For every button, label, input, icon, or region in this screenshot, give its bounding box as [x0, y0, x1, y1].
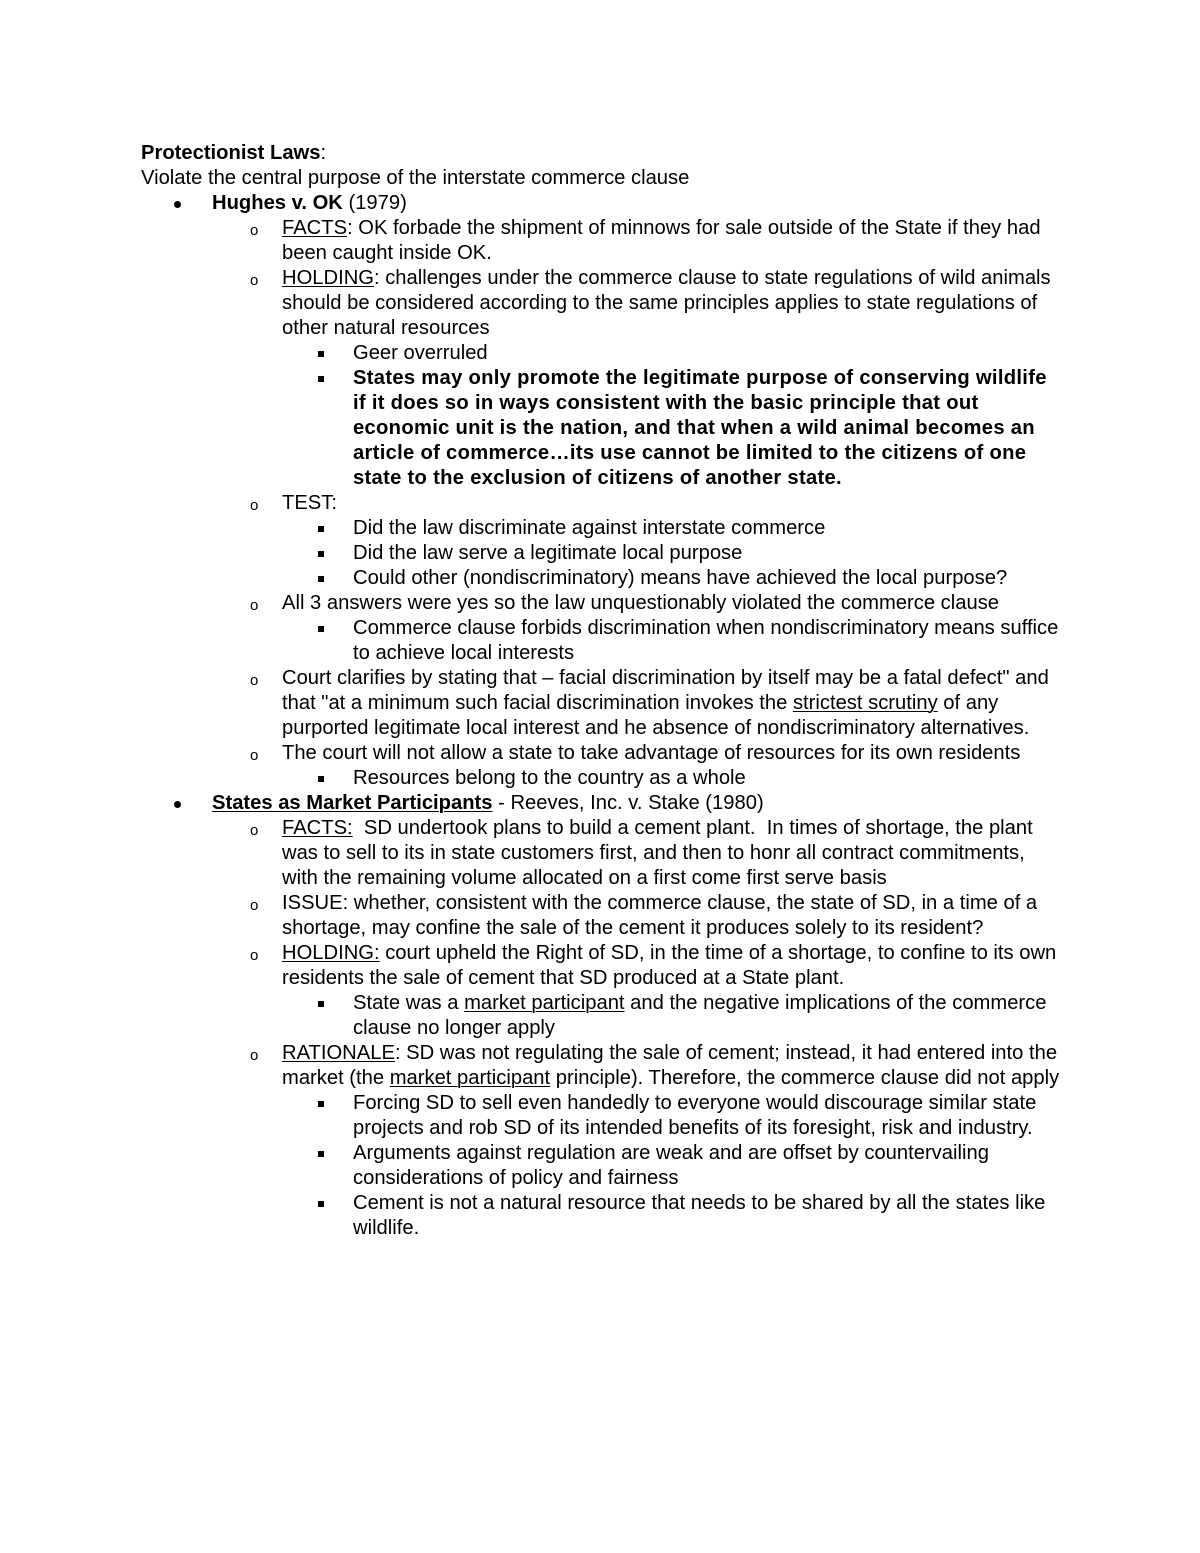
- clarify-text-pre: Court clarifies by stating that – facial discrimination by itself may be a fatal defect" and that "at a minimum such facial discrimination invokes the: [282, 667, 1049, 714]
- all3-sub-item: [141, 616, 1060, 666]
- resources-sub-text: Resources belong to the country as a whole: [353, 767, 746, 789]
- reeves-rationale: o RATIONALE: SD was not regulating the sale of cement; instead, it had entered into the market (the market participant principle). Therefore, the commerce clause did not apply: [250, 1042, 1060, 1089]
- test-item-text: Did the law serve a legitimate local purpose: [353, 542, 743, 564]
- rationale-post: principle). Therefore, the commerce clause did not apply: [550, 1067, 1060, 1089]
- reeves-holding-sub-underlined: market participant: [464, 992, 625, 1014]
- reeves-holding-sub-post: and the negative implications of the commerce clause no longer apply: [353, 992, 1047, 1039]
- rationale-sub-text: Forcing SD to sell even handedly to everyone would discourage similar state projects and rob SD of its intended benefits of its foresight, risk and industry.: [353, 1092, 1037, 1139]
- reeves-holding: o HOLDING: court upheld the Right of SD, in the time of a shortage, to confine to its own residents the sale of cement that SD produced at a State plant.: [250, 942, 1057, 989]
- hughes-case-item: [141, 191, 1060, 216]
- reeves-facts: o FACTS: SD undertook plans to build a cement plant. In times of shortage, the plant was to sell to its in state customers first, and then to honr all contract commitments, with the remaining volume allocated on a first come first serve basis: [250, 817, 1039, 889]
- reeves-issue-text: ISSUE: whether, consistent with the commerce clause, the state of SD, in a time of a shortage, may confine the sale of the cement it produces solely to its resident?: [282, 892, 1038, 939]
- reeves-holding-sub-pre: State was a: [353, 992, 465, 1014]
- resources-sub-item: [141, 766, 1060, 791]
- clarify-underlined: strictest scrutiny: [792, 692, 938, 714]
- hughes-clarify: o Court clarifies by stating that – facial discrimination by itself may be a fatal defect" and that "at a minimum such facial discrimination invokes the strictest scrutiny of any purported legitimate local interest and he absence of nondiscriminatory alternatives.: [250, 667, 1049, 739]
- all3-sub-text: Commerce clause forbids discrimination when nondiscriminatory means suffice to achieve local interests: [353, 617, 1059, 664]
- holding-text: : challenges under the commerce clause to state regulations of wild animals should be considered according to the same principles applies to state regulations of other natural resources: [282, 267, 1051, 339]
- hughes-case-name: Hughes v. OK: [212, 192, 343, 214]
- holding-label: HOLDING: [282, 267, 374, 289]
- test-item: [141, 541, 1060, 566]
- holding-sub-item: [141, 366, 1060, 491]
- reeves-case: - Reeves, Inc. v. Stake (1980): [492, 792, 764, 814]
- test-item: [141, 566, 1060, 591]
- hughes-resources: o The court will not allow a state to take advantage of resources for its own residents: [250, 742, 1021, 764]
- reeves-holding-sub-item: [141, 991, 1060, 1041]
- rationale-sub-item: [141, 1141, 1060, 1191]
- reeves-case-item: [141, 791, 1060, 816]
- intro-text: Violate the central purpose of the interstate commerce clause: [141, 167, 690, 189]
- all3-text: All 3 answers were yes so the law unquestionably violated the commerce clause: [282, 592, 1000, 614]
- reeves-facts-label: FACTS:: [282, 817, 353, 839]
- rationale-underlined: market participant: [389, 1067, 551, 1089]
- reeves-issue: o ISSUE: whether, consistent with the commerce clause, the state of SD, in a time of a shortage, may confine the sale of the cement it produces solely to its resident?: [250, 892, 1038, 939]
- holding-sub-text: Geer overruled: [353, 342, 488, 364]
- hughes-holding: o HOLDING: challenges under the commerce clause to state regulations of wild animals should be considered according to the same principles applies to state regulations of other natural resources: [250, 267, 1051, 339]
- holding-sub-text-bold: States may only promote the legitimate purpose of conserving wildlife if it does so in ways consistent with the basic principle that out economic unit is the nation, and that when a wild animal becomes an article of commerce…its use cannot be limited to the citizens of one state to the exclusion of citizens of another state.: [353, 367, 1047, 489]
- hughes-facts: o FACTS: OK forbade the shipment of minnows for sale outside of the State if they had been caught inside OK.: [250, 217, 1041, 264]
- resources-text: The court will not allow a state to take advantage of resources for its own residents: [282, 742, 1021, 764]
- rationale-sub-text: Cement is not a natural resource that needs to be shared by all the states like wildlife.: [353, 1192, 1046, 1239]
- test-item-text: Did the law discriminate against interstate commerce: [353, 517, 826, 539]
- reeves-title: States as Market Participants: [212, 792, 493, 814]
- hughes-test: o TEST:: [250, 492, 337, 514]
- rationale-sub-item: [141, 1191, 1060, 1241]
- holding-sub-item: [141, 341, 1060, 366]
- test-label: TEST:: [282, 492, 337, 514]
- heading-colon: :: [320, 142, 327, 164]
- rationale-label: RATIONALE: [282, 1042, 395, 1064]
- reeves-holding-text: court upheld the Right of SD, in the time of a shortage, to confine to its own residents the sale of cement that SD produced at a State plant.: [282, 942, 1057, 989]
- facts-label: FACTS: [282, 217, 348, 239]
- test-item: [141, 516, 1060, 541]
- hughes-case-year: (1979): [342, 192, 407, 214]
- rationale-pre: : SD was not regulating the sale of cement; instead, it had entered into the market (the: [282, 1042, 1058, 1089]
- reeves-facts-text: SD undertook plans to build a cement plant. In times of shortage, the plant was to sell to its in state customers first, and then to honr all contract commitments, with the remaining volume allocated on a first come first serve basis: [282, 817, 1039, 889]
- facts-text: : OK forbade the shipment of minnows for sale outside of the State if they had been caught inside OK.: [282, 217, 1041, 264]
- heading-title: Protectionist Laws: [141, 142, 321, 164]
- clarify-text-post: of any purported legitimate local interest and he absence of nondiscriminatory alternatives.: [282, 692, 1030, 739]
- hughes-all3: o All 3 answers were yes so the law unquestionably violated the commerce clause: [250, 592, 1000, 614]
- section-heading: [141, 141, 1060, 166]
- rationale-sub-item: [141, 1091, 1060, 1141]
- reeves-holding-label: HOLDING:: [282, 942, 380, 964]
- rationale-sub-text: Arguments against regulation are weak and are offset by countervailing considerations of policy and fairness: [353, 1142, 989, 1189]
- test-item-text: Could other (nondiscriminatory) means have achieved the local purpose?: [353, 567, 1008, 589]
